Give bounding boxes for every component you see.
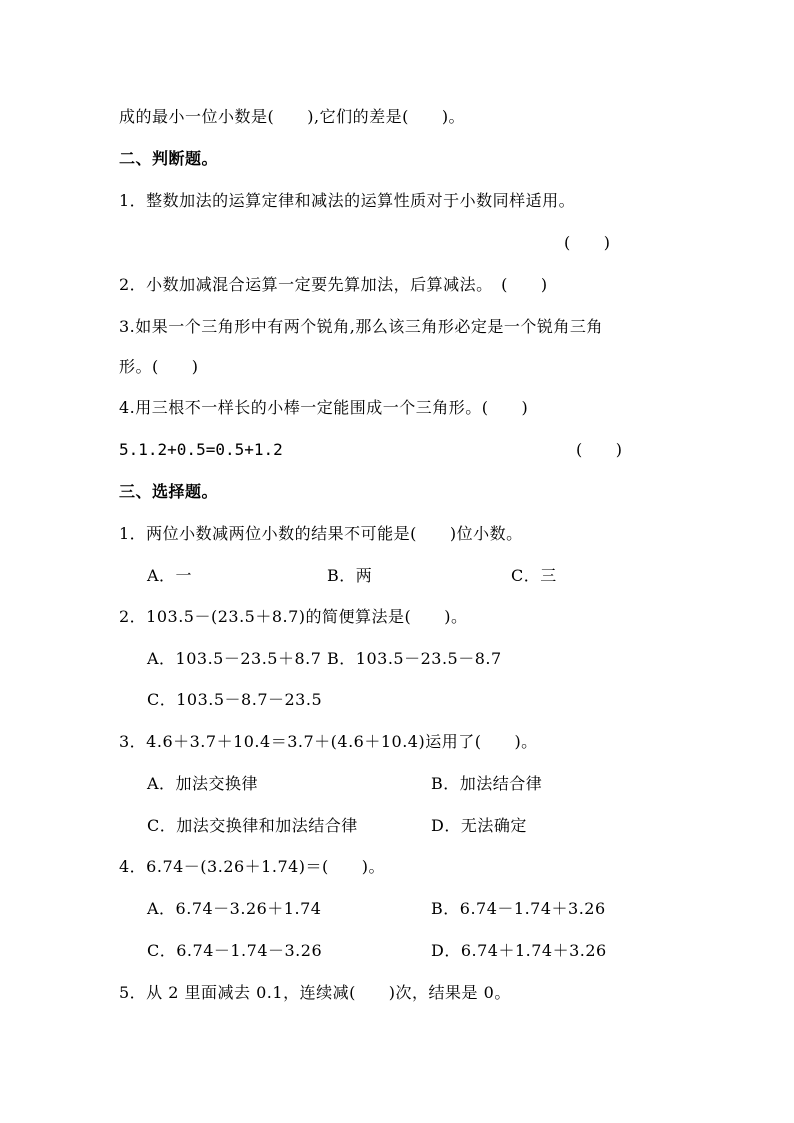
judgement-q1-answer-paren: ( ) [564, 233, 611, 252]
choice-q2-text: 2．103.5－(23.5＋8.7)的简便算法是( )。 [119, 607, 468, 626]
judgement-q3-line2: 形。( ) [119, 357, 199, 376]
judgement-q5-text: 5.1.2+0.5=0.5+1.2 [119, 440, 283, 459]
choice-q5-text: 5．从 2 里面减去 0.1，连续减( )次，结果是 0。 [119, 983, 511, 1002]
fill-blank-line: 成的最小一位小数是( ),它们的差是( )。 [119, 107, 466, 126]
choice-q4-text: 4．6.74－(3.26＋1.74)＝( )。 [119, 857, 386, 876]
choice-q1-option-a: A．一 [147, 566, 193, 585]
choice-q1-text: 1．两位小数减两位小数的结果不可能是( )位小数。 [119, 524, 523, 543]
choice-q4-option-c: C．6.74－1.74－3.26 [147, 941, 323, 960]
choice-q1-option-b: B．两 [327, 566, 373, 585]
choice-q3-text: 3．4.6＋3.7＋10.4＝3.7＋(4.6＋10.4)运用了( )。 [119, 732, 538, 751]
judgement-q1-text: 1．整数加法的运算定律和减法的运算性质对于小数同样适用。 [119, 191, 576, 210]
judgement-q3-line1: 3.如果一个三角形中有两个锐角,那么该三角形必定是一个锐角三角 [119, 317, 603, 336]
judgement-heading: 二、判断题。 [119, 149, 219, 168]
choice-q2-option-c: C．103.5－8.7－23.5 [147, 690, 323, 709]
choice-q4-option-a: A．6.74－3.26＋1.74 [147, 899, 322, 918]
judgement-q5-answer-paren: ( ) [576, 440, 623, 459]
choice-q3-option-d: D．无法确定 [431, 816, 527, 835]
choice-q2-options-ab: A．103.5－23.5＋8.7 B．103.5－23.5－8.7 [147, 649, 502, 668]
judgement-q2-text: 2．小数加减混合运算一定要先算加法，后算减法。 ( ) [119, 275, 548, 294]
judgement-q4-text: 4.用三根不一样长的小棒一定能围成一个三角形。( ) [119, 398, 529, 417]
choice-q1-option-c: C．三 [511, 566, 557, 585]
choice-q3-option-c: C．加法交换律和加法结合律 [147, 816, 358, 835]
choice-q3-option-b: B．加法结合律 [431, 774, 543, 793]
choice-q4-option-d: D．6.74＋1.74＋3.26 [431, 941, 607, 960]
choice-q4-option-b: B．6.74－1.74＋3.26 [431, 899, 606, 918]
choice-heading: 三、选择题。 [119, 482, 219, 501]
choice-q3-option-a: A．加法交换律 [147, 774, 259, 793]
